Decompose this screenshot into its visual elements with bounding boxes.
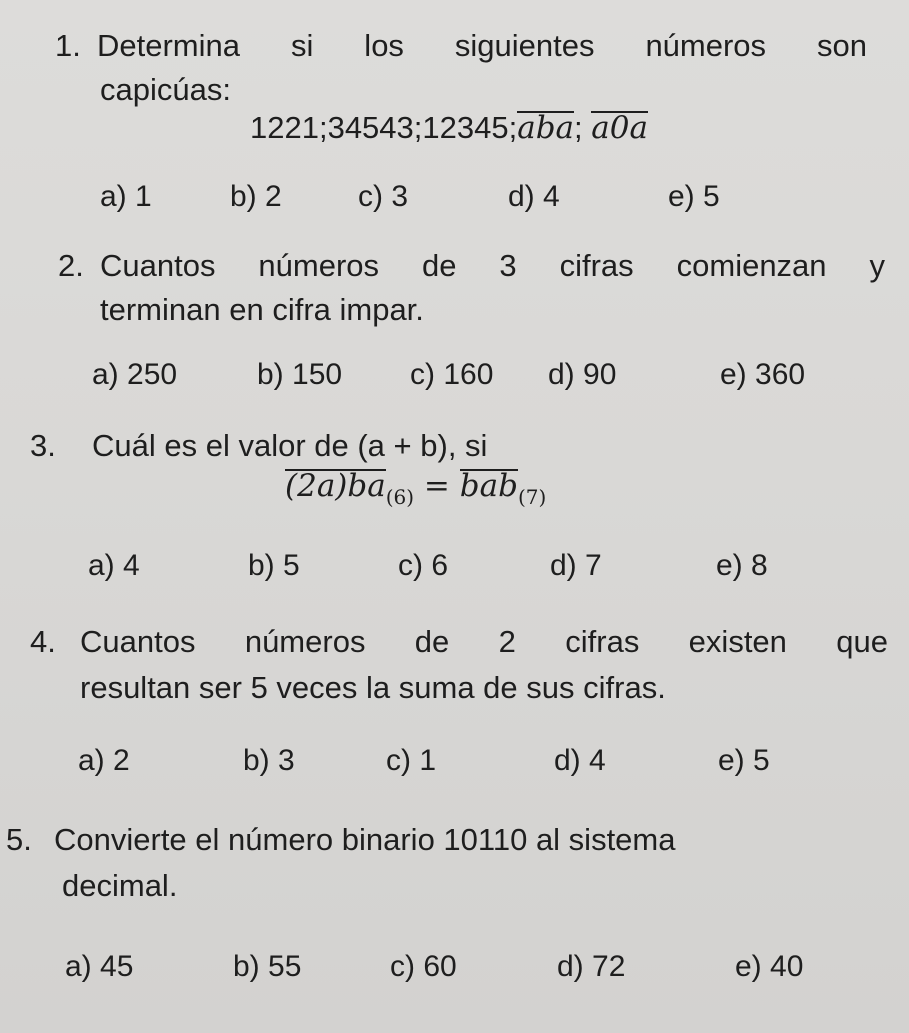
question-5-line-1 bbox=[6, 822, 675, 858]
question-3-equation bbox=[285, 468, 546, 507]
question-1-number: 1. bbox=[55, 28, 81, 63]
question-2-number: 2. bbox=[58, 248, 84, 283]
question-5-option-b[interactable]: b) 55 bbox=[233, 950, 302, 983]
question-5-number: 5. bbox=[6, 822, 32, 857]
question-2-option-a[interactable]: a) 250 bbox=[92, 358, 178, 391]
question-4-text: Cuantos números de 2 cifras existen que bbox=[80, 624, 888, 659]
question-3-text: Cuál es el valor de (a + b), si bbox=[92, 428, 488, 463]
question-5-option-c[interactable]: c) 60 bbox=[390, 950, 457, 983]
base-7-subscript: (7) bbox=[517, 485, 547, 509]
question-4-option-c[interactable]: c) 1 bbox=[386, 744, 437, 777]
question-2-line-2: terminan en cifra impar. bbox=[100, 292, 424, 327]
question-3-line-1 bbox=[30, 428, 487, 464]
question-1-options bbox=[100, 180, 800, 214]
question-5-option-a[interactable]: a) 45 bbox=[65, 950, 134, 983]
question-1-list-plain: 1221;34543;12345; bbox=[250, 110, 518, 145]
question-3-option-a[interactable]: a) 4 bbox=[88, 549, 140, 582]
question-4-option-a[interactable]: a) 2 bbox=[78, 744, 130, 777]
question-1-option-e[interactable]: e) 5 bbox=[668, 180, 720, 213]
question-4-line-1 bbox=[30, 624, 888, 660]
question-5-line-2: decimal. bbox=[62, 868, 178, 903]
base-6-subscript: (6) bbox=[385, 485, 415, 509]
question-5-option-e[interactable]: e) 40 bbox=[735, 950, 804, 983]
question-1-option-a[interactable]: a) 1 bbox=[100, 180, 152, 213]
question-1-list-separator: ; bbox=[574, 110, 583, 145]
question-1-line-1 bbox=[55, 28, 867, 64]
question-4-number: 4. bbox=[30, 624, 56, 659]
question-1-option-c[interactable]: c) 3 bbox=[358, 180, 409, 213]
question-3-option-d[interactable]: d) 7 bbox=[550, 549, 602, 582]
question-4-options bbox=[78, 744, 838, 778]
question-5-option-d[interactable]: d) 72 bbox=[557, 950, 626, 983]
question-3-option-b[interactable]: b) 5 bbox=[248, 549, 300, 582]
question-2-option-e[interactable]: e) 360 bbox=[720, 358, 806, 391]
question-2-text: Cuantos números de 3 cifras comienzan y bbox=[100, 248, 885, 283]
question-1-line-2: capicúas: bbox=[100, 72, 231, 107]
question-4-option-b[interactable]: b) 3 bbox=[243, 744, 295, 777]
overline-aba: aba bbox=[517, 110, 575, 146]
overline-a0a: a0a bbox=[591, 110, 648, 146]
question-1-option-b[interactable]: b) 2 bbox=[230, 180, 282, 213]
question-4-option-d[interactable]: d) 4 bbox=[554, 744, 606, 777]
question-3-option-e[interactable]: e) 8 bbox=[716, 549, 768, 582]
question-4-option-e[interactable]: e) 5 bbox=[718, 744, 770, 777]
question-2-option-c[interactable]: c) 160 bbox=[410, 358, 494, 391]
question-1-option-d[interactable]: d) 4 bbox=[508, 180, 560, 213]
question-3-options bbox=[88, 549, 848, 583]
question-3-option-c[interactable]: c) 6 bbox=[398, 549, 449, 582]
question-2-line-1 bbox=[58, 248, 885, 284]
question-5-text: Convierte el número binario 10110 al sistema bbox=[54, 822, 676, 857]
question-1-number-list bbox=[250, 110, 648, 146]
question-4-line-2: resultan ser 5 veces la suma de sus cifras. bbox=[80, 670, 666, 705]
equals-sign: = bbox=[414, 468, 460, 504]
question-3-number: 3. bbox=[30, 428, 56, 463]
question-2-option-d[interactable]: d) 90 bbox=[548, 358, 617, 391]
question-2-options bbox=[92, 358, 852, 392]
question-1-text: Determina si los siguientes números son bbox=[97, 28, 867, 63]
question-2-option-b[interactable]: b) 150 bbox=[257, 358, 343, 391]
question-5-options bbox=[65, 950, 845, 984]
overline-bab: bab bbox=[459, 468, 518, 504]
overline-2a-b-a: (2a)ba bbox=[285, 468, 386, 504]
